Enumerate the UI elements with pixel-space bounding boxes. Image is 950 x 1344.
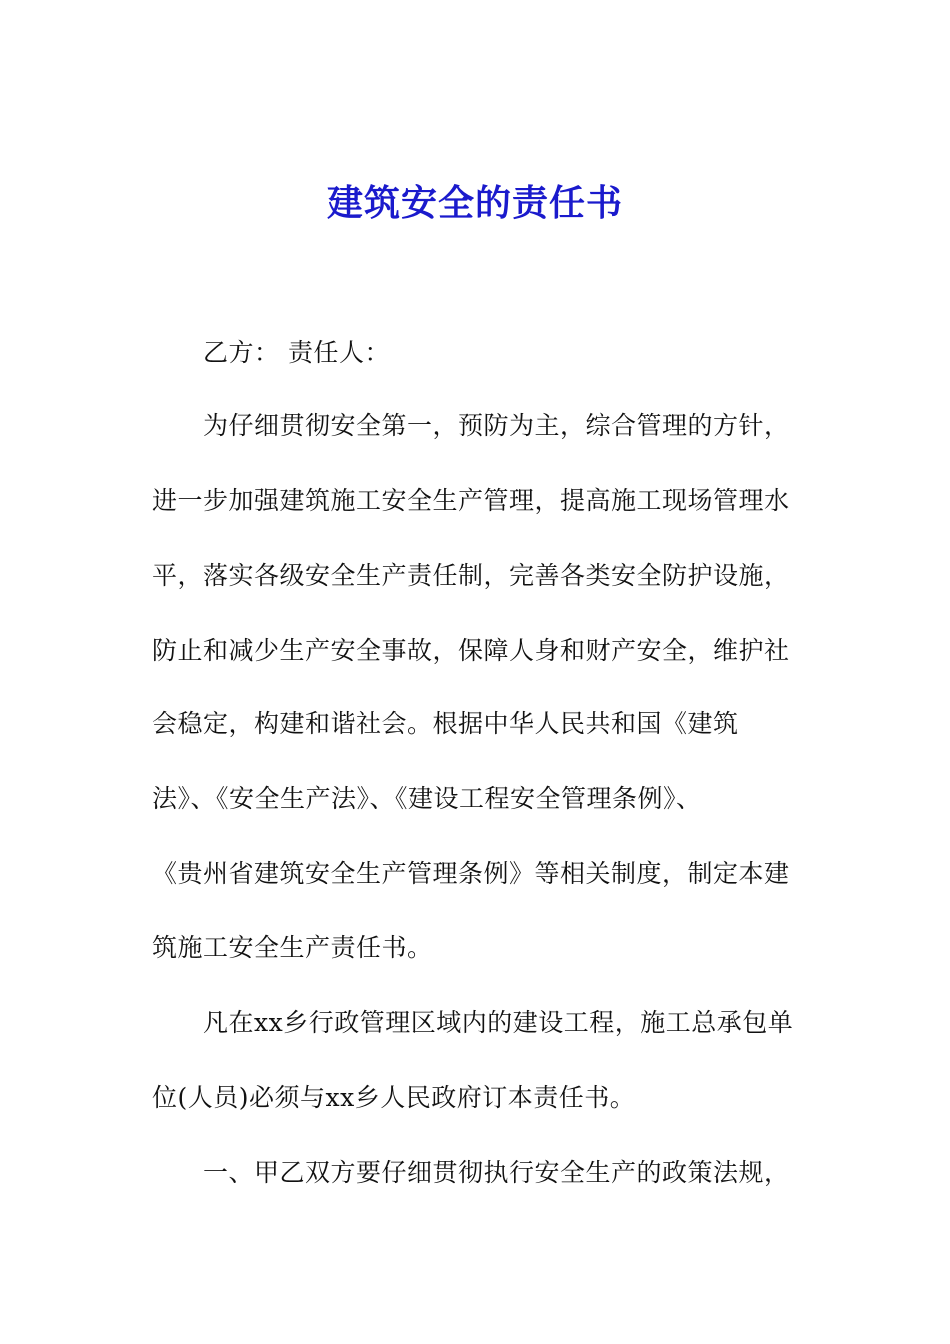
paragraph-line: 防止和减少生产安全事故，保障人身和财产安全，维护社 — [152, 636, 790, 665]
paragraph-line: 平，落实各级安全生产责任制，完善各类安全防护设施， — [152, 561, 790, 590]
section-heading-line: 一、甲乙双方要仔细贯彻执行安全生产的政策法规， — [203, 1158, 790, 1187]
paragraph-line: 筑施工安全生产责任书。 — [152, 933, 433, 962]
paragraph-line: 会稳定，构建和谐社会。根据中华人民共和国《建筑 — [152, 709, 739, 738]
paragraph-line: 为仔细贯彻安全第一，预防为主，综合管理的方针， — [203, 411, 790, 440]
paragraph-line: 《贵州省建筑安全生产管理条例》等相关制度，制定本建 — [152, 859, 790, 888]
paragraph-line: 进一步加强建筑施工安全生产管理，提高施工现场管理水 — [152, 486, 790, 515]
party-b-line: 乙方： 责任人： — [203, 338, 390, 367]
paragraph-line: 凡在xx乡行政管理区域内的建设工程，施工总承包单 — [203, 1008, 794, 1037]
paragraph-line: 法》、《安全生产法》、《建设工程安全管理条例》、 — [152, 784, 702, 813]
document-title: 建筑安全的责任书 — [326, 183, 623, 224]
paragraph-line: 位(人员)必须与xx乡人民政府订本责任书。 — [152, 1083, 636, 1112]
